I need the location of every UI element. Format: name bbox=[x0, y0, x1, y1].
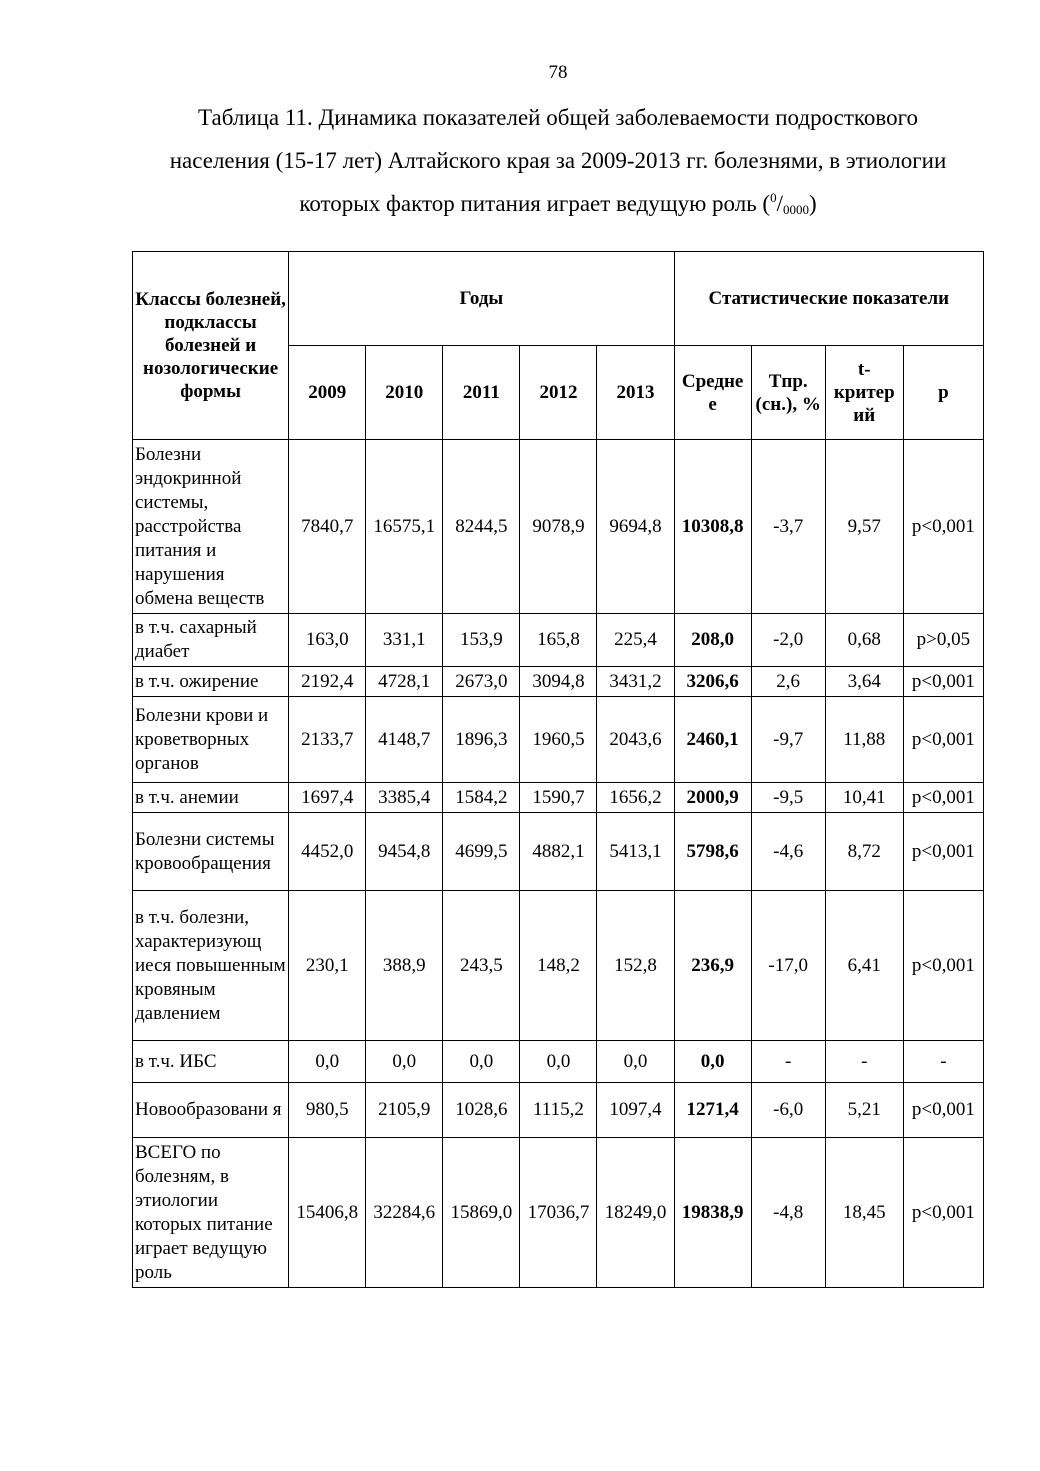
row-disease-name: ВСЕГО по болезням, в этиологии которых питание играет ведущую роль bbox=[133, 1138, 289, 1288]
row-p-value: p<0,001 bbox=[903, 813, 983, 891]
row-year-value: 1590,7 bbox=[520, 783, 597, 813]
row-year-value: 388,9 bbox=[366, 891, 443, 1041]
row-disease-name: в т.ч. сахарный диабет bbox=[133, 614, 289, 667]
row-disease-name: Болезни крови и кроветворных органов bbox=[133, 697, 289, 783]
row-average: 208,0 bbox=[674, 614, 751, 667]
row-year-value: 9454,8 bbox=[366, 813, 443, 891]
row-year-value: 32284,6 bbox=[366, 1138, 443, 1288]
row-year-value: 4728,1 bbox=[366, 667, 443, 697]
row-average: 19838,9 bbox=[674, 1138, 751, 1288]
header-tpr: Tпр. (сн.), % bbox=[751, 346, 825, 440]
row-average: 3206,6 bbox=[674, 667, 751, 697]
row-average: 1271,4 bbox=[674, 1083, 751, 1138]
row-tpr: -4,8 bbox=[751, 1138, 825, 1288]
row-year-value: 2133,7 bbox=[289, 697, 366, 783]
row-year-value: 3431,2 bbox=[597, 667, 674, 697]
header-average: Средне е bbox=[674, 346, 751, 440]
row-tpr: -17,0 bbox=[751, 891, 825, 1041]
row-tpr: 2,6 bbox=[751, 667, 825, 697]
table-row bbox=[133, 1138, 984, 1288]
row-year-value: 1028,6 bbox=[443, 1083, 520, 1138]
row-year-value: 15869,0 bbox=[443, 1138, 520, 1288]
row-tpr: -9,7 bbox=[751, 697, 825, 783]
row-year-value: 1697,4 bbox=[289, 783, 366, 813]
page-number: 78 bbox=[548, 62, 568, 83]
row-year-value: 980,5 bbox=[289, 1083, 366, 1138]
row-year-value: 0,0 bbox=[443, 1041, 520, 1083]
row-year-value: 165,8 bbox=[520, 614, 597, 667]
row-t-criterion: 10,41 bbox=[825, 783, 903, 813]
row-year-value: 4882,1 bbox=[520, 813, 597, 891]
table-row bbox=[133, 667, 984, 697]
row-disease-name: Новообразовани я bbox=[133, 1083, 289, 1138]
row-t-criterion: 8,72 bbox=[825, 813, 903, 891]
header-years: Годы bbox=[289, 252, 674, 346]
table-row bbox=[133, 697, 984, 783]
header-year-2010: 2010 bbox=[366, 346, 443, 440]
row-p-value: p<0,001 bbox=[903, 697, 983, 783]
row-t-criterion: 11,88 bbox=[825, 697, 903, 783]
row-average: 236,9 bbox=[674, 891, 751, 1041]
row-average: 2460,1 bbox=[674, 697, 751, 783]
table-row bbox=[133, 783, 984, 813]
row-tpr: -3,7 bbox=[751, 440, 825, 614]
row-p-value: p<0,001 bbox=[903, 783, 983, 813]
row-tpr: -2,0 bbox=[751, 614, 825, 667]
table-row bbox=[133, 1083, 984, 1138]
row-year-value: 5413,1 bbox=[597, 813, 674, 891]
table-body bbox=[133, 440, 984, 1288]
row-year-value: 225,4 bbox=[597, 614, 674, 667]
row-year-value: 230,1 bbox=[289, 891, 366, 1041]
unit-slash: / bbox=[776, 191, 783, 216]
header-classes: Классы болезней, подклассы болезней и нозологические формы bbox=[133, 252, 289, 440]
table-row bbox=[133, 813, 984, 891]
unit-superscript: 0 bbox=[770, 190, 777, 205]
row-p-value: p<0,001 bbox=[903, 1138, 983, 1288]
row-year-value: 3385,4 bbox=[366, 783, 443, 813]
row-year-value: 153,9 bbox=[443, 614, 520, 667]
row-disease-name: Болезни эндокринной системы, расстройства питания и нарушения обмена веществ bbox=[133, 440, 289, 614]
row-t-criterion: 18,45 bbox=[825, 1138, 903, 1288]
row-year-value: 2192,4 bbox=[289, 667, 366, 697]
row-year-value: 4452,0 bbox=[289, 813, 366, 891]
row-year-value: 1584,2 bbox=[443, 783, 520, 813]
row-t-criterion: 6,41 bbox=[825, 891, 903, 1041]
row-year-value: 7840,7 bbox=[289, 440, 366, 614]
header-year-2012: 2012 bbox=[520, 346, 597, 440]
row-average: 0,0 bbox=[674, 1041, 751, 1083]
row-year-value: 4148,7 bbox=[366, 697, 443, 783]
row-disease-name: в т.ч. болезни, характеризующ иеся повышенным кровяным давлением bbox=[133, 891, 289, 1041]
row-t-criterion: 0,68 bbox=[825, 614, 903, 667]
row-disease-name: Болезни системы кровообращения bbox=[133, 813, 289, 891]
table-row bbox=[133, 891, 984, 1041]
table-row bbox=[133, 614, 984, 667]
row-year-value: 0,0 bbox=[366, 1041, 443, 1083]
row-year-value: 3094,8 bbox=[520, 667, 597, 697]
caption-line-3-text: которых фактор питания играет ведущую роль ( bbox=[299, 191, 771, 216]
morbidity-table bbox=[132, 251, 984, 1288]
row-tpr: - bbox=[751, 1041, 825, 1083]
row-year-value: 1115,2 bbox=[520, 1083, 597, 1138]
header-p: p bbox=[903, 346, 983, 440]
row-year-value: 1960,5 bbox=[520, 697, 597, 783]
header-year-2011: 2011 bbox=[443, 346, 520, 440]
row-year-value: 18249,0 bbox=[597, 1138, 674, 1288]
row-tpr: -9,5 bbox=[751, 783, 825, 813]
row-year-value: 152,8 bbox=[597, 891, 674, 1041]
row-t-criterion: 9,57 bbox=[825, 440, 903, 614]
header-t-criterion: t- критер ий bbox=[825, 346, 903, 440]
row-tpr: -4,6 bbox=[751, 813, 825, 891]
table-row bbox=[133, 440, 984, 614]
row-p-value: p<0,001 bbox=[903, 891, 983, 1041]
header-year-2013: 2013 bbox=[597, 346, 674, 440]
row-year-value: 16575,1 bbox=[366, 440, 443, 614]
row-year-value: 331,1 bbox=[366, 614, 443, 667]
row-year-value: 2105,9 bbox=[366, 1083, 443, 1138]
caption-line-3 bbox=[130, 182, 986, 225]
row-year-value: 8244,5 bbox=[443, 440, 520, 614]
row-year-value: 148,2 bbox=[520, 891, 597, 1041]
row-year-value: 4699,5 bbox=[443, 813, 520, 891]
row-year-value: 0,0 bbox=[597, 1041, 674, 1083]
row-year-value: 2043,6 bbox=[597, 697, 674, 783]
caption-line-1: Таблица 11. Динамика показателей общей заболеваемости подросткового bbox=[198, 105, 918, 130]
row-year-value: 2673,0 bbox=[443, 667, 520, 697]
unit-close: ) bbox=[808, 191, 817, 216]
row-p-value: p<0,001 bbox=[903, 1083, 983, 1138]
row-average: 5798,6 bbox=[674, 813, 751, 891]
row-year-value: 9694,8 bbox=[597, 440, 674, 614]
row-p-value: p>0,05 bbox=[903, 614, 983, 667]
table-caption bbox=[130, 96, 986, 225]
row-disease-name: в т.ч. ИБС bbox=[133, 1041, 289, 1083]
caption-line-2: населения (15-17 лет) Алтайского края за 2009-2013 гг. болезнями, в этиологии bbox=[169, 148, 947, 173]
row-year-value: 1656,2 bbox=[597, 783, 674, 813]
row-year-value: 163,0 bbox=[289, 614, 366, 667]
row-disease-name: в т.ч. анемии bbox=[133, 783, 289, 813]
row-year-value: 9078,9 bbox=[520, 440, 597, 614]
row-year-value: 0,0 bbox=[289, 1041, 366, 1083]
row-t-criterion: - bbox=[825, 1041, 903, 1083]
row-disease-name: в т.ч. ожирение bbox=[133, 667, 289, 697]
row-average: 10308,8 bbox=[674, 440, 751, 614]
row-tpr: -6,0 bbox=[751, 1083, 825, 1138]
header-year-2009: 2009 bbox=[289, 346, 366, 440]
row-year-value: 1896,3 bbox=[443, 697, 520, 783]
table-row bbox=[133, 1041, 984, 1083]
row-year-value: 243,5 bbox=[443, 891, 520, 1041]
row-year-value: 0,0 bbox=[520, 1041, 597, 1083]
row-p-value: - bbox=[903, 1041, 983, 1083]
row-year-value: 15406,8 bbox=[289, 1138, 366, 1288]
row-average: 2000,9 bbox=[674, 783, 751, 813]
row-t-criterion: 5,21 bbox=[825, 1083, 903, 1138]
header-stats: Статистические показатели bbox=[674, 252, 983, 346]
unit-subscript: 0000 bbox=[782, 202, 809, 217]
header-row-1 bbox=[133, 252, 984, 346]
row-year-value: 17036,7 bbox=[520, 1138, 597, 1288]
row-p-value: p<0,001 bbox=[903, 440, 983, 614]
row-t-criterion: 3,64 bbox=[825, 667, 903, 697]
row-year-value: 1097,4 bbox=[597, 1083, 674, 1138]
row-p-value: p<0,001 bbox=[903, 667, 983, 697]
